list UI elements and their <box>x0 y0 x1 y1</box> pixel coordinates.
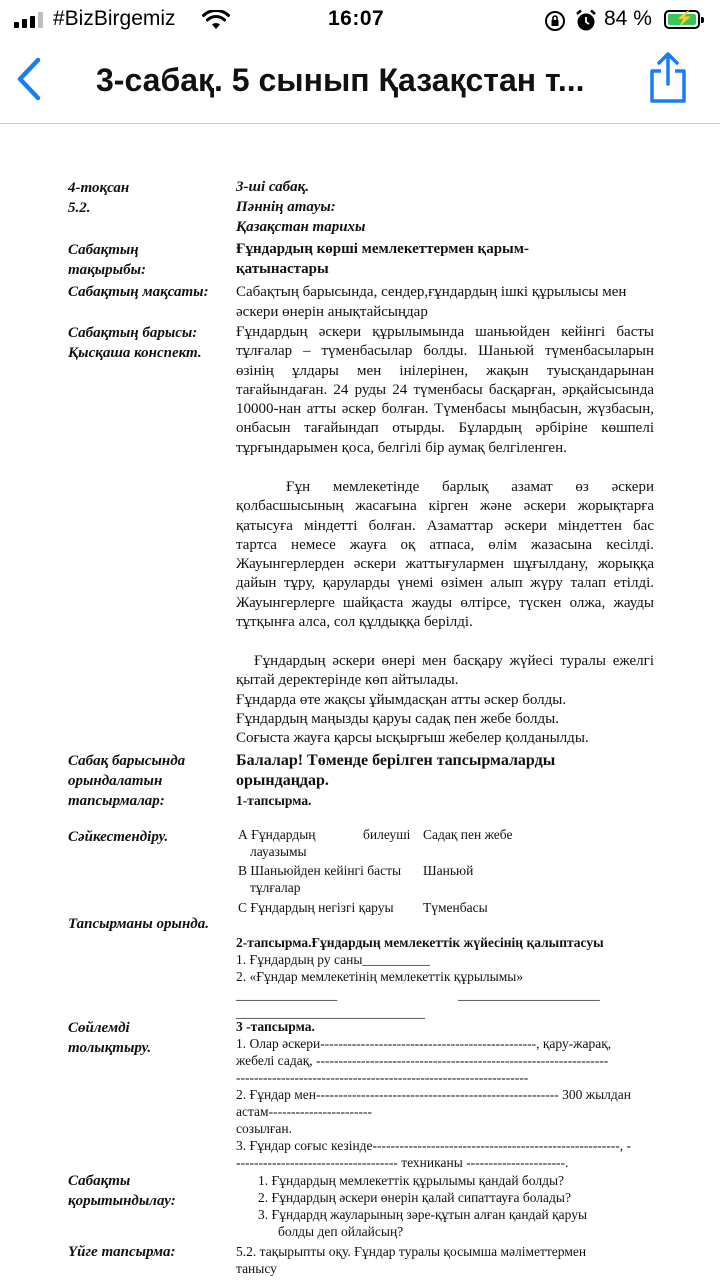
summary-label-cont: қорытындылау: <box>68 1193 176 1209</box>
topic-label: Сабақтың <box>68 242 139 258</box>
match-item-b-cont: тұлғалар <box>250 880 301 895</box>
homework-text: 5.2. тақырыпты оқу. Ғұндар туралы қосымша мәліметтермен <box>236 1244 587 1259</box>
goal-label: Сабақтың мақсаты: <box>68 284 209 300</box>
match-answer-tumenbasy: Түменбасы <box>423 900 488 915</box>
summary-question-cont: болды деп ойлайсың? <box>278 1224 404 1239</box>
task2-blank: _____________________ <box>458 987 600 1002</box>
rotation-lock-icon <box>544 10 566 32</box>
paragraph-bow: Ғұндардың маңызды қаруы садақ пен жебе болды. <box>236 711 559 727</box>
lesson-number: 3-ші сабақ. <box>236 179 310 195</box>
task2-title: 2-тапсырма.Ғұндардың мемлекеттік жүйесінің қалыптасуы <box>236 935 604 950</box>
complete-sentence-label: Сөйлемді <box>68 1020 130 1036</box>
match-item-b: В Шаньюйден кейінгі басты <box>238 863 402 878</box>
topic-value: Ғұндардың көрші мемлекеттермен қарым- <box>236 241 529 257</box>
goal-value: Сабақтың барысында, сендер,ғұндардың ішкі құрылысы мен әскери өнерін анықтайсыңдар <box>236 284 627 320</box>
match-item-c: С Ғұндардың негізгі қаруы <box>238 900 394 915</box>
paragraph-military-duty: Ғұн мемлекетінде барлық азамат өз әскери қолбасшысының жасағына кірген және әскери жорықтарға қатысуға міндетті болған. Азаматтар әскери міндеттен бас тартса немесе жауға оқ атпаса, өлім жазасына кесілді. Жауынгерлерден әскери жаттығулармен шұғылдану, жорыққа дайын тұру, қаруларды үнемі өзімен алып жүру талап етілді. Жауынгерлерге шайқаста жауды өлтірсе, түскен олжа, жауды тұтқынға алса, сол құлдыққа берілді. <box>236 479 654 631</box>
tasks-label-end: тапсырмалар: <box>68 793 165 809</box>
alarm-icon <box>575 9 597 33</box>
match-item-a: А Ғұндардың <box>238 827 316 842</box>
status-bar <box>0 0 720 42</box>
paragraph-military-art: Ғұндардың әскери өнері мен басқару жүйесі туралы ежелгі қытай деректерінде көп айтылады. <box>236 653 654 689</box>
task3-line: ------------------------------------ техниканы ----------------------. <box>236 1155 569 1170</box>
summary-question: 2. Ғұндардың әскери өнерін қалай сипаттауға болады? <box>258 1190 571 1205</box>
clock: 16:07 <box>328 7 385 30</box>
match-label: Сәйкестендіру. <box>68 829 169 845</box>
homework-label: Үйге тапсырма: <box>68 1244 176 1260</box>
match-answer-shanyu: Шаньюй <box>423 863 474 878</box>
task3-title: 3 -тапсырма. <box>236 1019 315 1034</box>
carrier-name: #BizBirgemiz <box>53 7 176 30</box>
match-item-a-cont: лауазымы <box>250 844 307 859</box>
tasks-label: Сабақ барысында <box>68 753 186 769</box>
cellular-signal-icon <box>14 12 44 28</box>
process-label: Сабақтың барысы: <box>68 325 198 341</box>
task3-line: жебелі садақ, ----------------------------------------------------------------- <box>236 1053 609 1068</box>
wifi-icon <box>202 10 230 30</box>
tasks-intro: Балалар! Төменде берілген тапсырмаларды <box>236 752 556 769</box>
task3-line: 1. Олар әскери------------------------------------------------, қару-жарақ, <box>236 1036 612 1051</box>
share-icon[interactable] <box>646 52 690 104</box>
section-number: 5.2. <box>68 200 91 216</box>
battery-charging-icon: ⚡ <box>664 10 700 29</box>
homework-text-cont: танысу <box>236 1261 277 1276</box>
paragraph-arrows: Соғыста жауға қарсы ысқырғыш жебелер қолданылды. <box>236 730 589 746</box>
topic-label-cont: тақырыбы: <box>68 262 146 278</box>
task1-title: 1-тапсырма. <box>236 793 312 808</box>
subject-value: Қазақстан тарихы <box>236 219 366 235</box>
summary-question: 3. Ғұндардң жауларының зәре-құтын алған қандай қаруы <box>258 1207 588 1222</box>
task3-line: 3. Ғұндар соғыс кезінде-------------------------------------------------------, - <box>236 1138 632 1153</box>
summary-question: 1. Ғұндардың мемлекеттік құрылымы қандай болды? <box>258 1173 565 1188</box>
task2-question-1: 1. Ғұндардың ру саны__________ <box>236 952 430 967</box>
navigation-bar <box>0 42 720 124</box>
topic-value-cont: қатынастары <box>236 261 329 277</box>
summary-note-label: Қысқаша конспект. <box>68 345 202 361</box>
summary-label: Сабақты <box>68 1173 131 1189</box>
match-answer-bow: Садақ пен жебе <box>423 827 513 842</box>
task2-question-2: 2. «Ғұндар мемлекетінің мемлекеттік құрылымы» <box>236 969 524 984</box>
tasks-intro-cont: орындаңдар. <box>236 772 329 789</box>
task3-line: созылған. <box>236 1121 293 1136</box>
subject-label: Пәннің атауы: <box>236 199 336 215</box>
battery-percentage: 84 % <box>604 7 652 30</box>
paragraph-military-structure: Ғұндардың әскери құрылымында шаньюйден кейінгі басты тұлғалар – түменбасылар болды. Шаньюй түменбасыларын өзінің ұлдары мен інілерінен, жақын туысқандарынан тағайындаған. 24 руды 24 түменбасы басқарған, әрқайсысында 10000-нан атты әскер болған. Түменбасы мыңбасын, жүзбасын, онбасын тағайындап отырды. Бұлардың әрбіріне көшпелі тұрғындарымен қоса, белгілі бір аумақ белгіленген. <box>236 324 654 456</box>
document-page <box>0 124 720 1280</box>
document-title: 3-сабақ. 5 сынып Қазақстан т... <box>96 62 585 98</box>
task3-line: 2. Ғұндар мен------------------------------------------------------ 300 жылдан <box>236 1087 632 1102</box>
quarter-label: 4-тоқсан <box>68 180 130 196</box>
paragraph-cavalry: Ғұндарда өте жақсы ұйымдасқан атты әскер болды. <box>236 692 567 708</box>
task3-line: астам----------------------- <box>236 1104 372 1119</box>
task2-blank: _______________ <box>236 987 338 1002</box>
match-item-a-role: билеуші <box>363 827 411 842</box>
complete-sentence-label-cont: толықтыру. <box>68 1040 152 1056</box>
back-chevron-icon[interactable] <box>14 56 46 102</box>
task3-line: ----------------------------------------------------------------- <box>236 1070 529 1085</box>
tasks-label-cont: орындалатын <box>68 773 163 789</box>
do-task-label: Тапсырманы орында. <box>68 916 209 932</box>
task2-blank: ____________________________ <box>236 1005 425 1020</box>
